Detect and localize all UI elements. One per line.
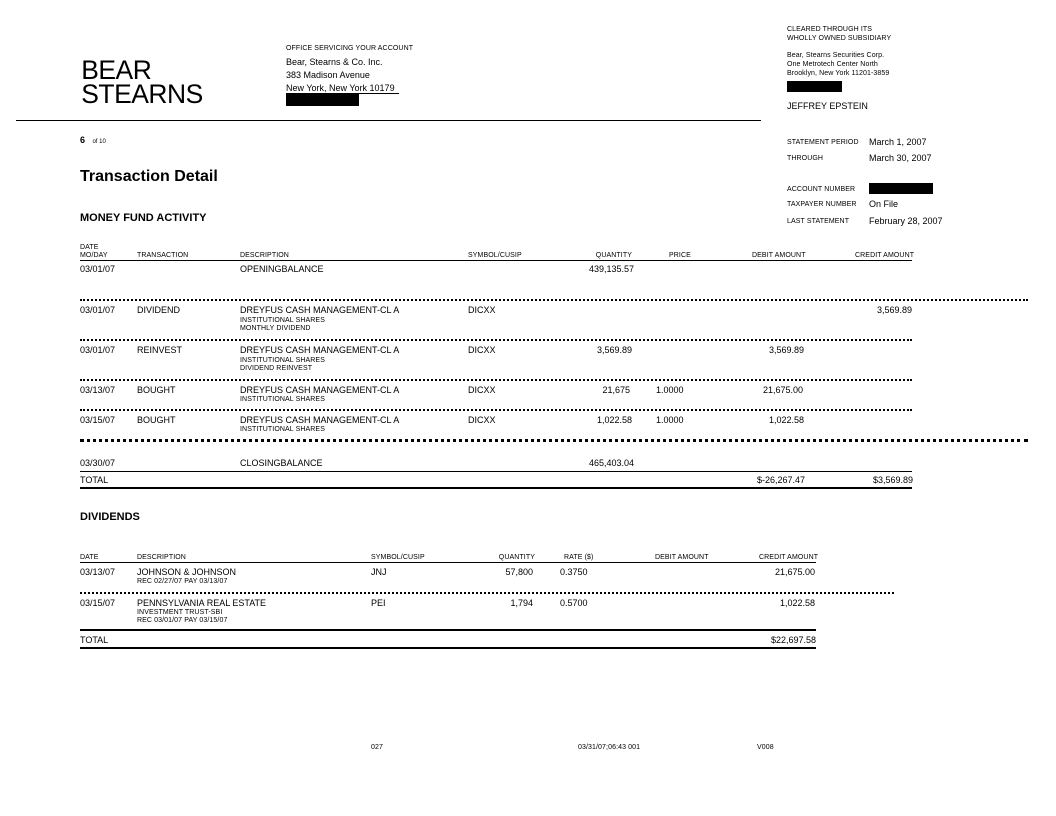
redaction-office	[286, 93, 359, 106]
mf-separator	[80, 439, 1028, 442]
mf-row-subline-1: INSTITUTIONAL SHARES	[240, 357, 325, 364]
mf-total-rule-top	[80, 471, 912, 472]
mf-row-subline-1: INSTITUTIONAL SHARES	[240, 317, 325, 324]
bear-stearns-logo	[81, 55, 203, 109]
last-statement-value: February 28, 2007	[869, 216, 943, 226]
mf-row-debit: 1,022.58	[768, 415, 804, 425]
dv-header-date: DATE	[80, 554, 99, 561]
mf-row-transaction: BOUGHT	[137, 415, 176, 425]
footer-code-1: 027	[371, 744, 383, 751]
dv-header-debit: DEBIT AMOUNT	[655, 554, 709, 561]
page-of-total: of 10	[92, 139, 106, 145]
dv-header-rate: RATE ($)	[564, 554, 594, 561]
office-street: 383 Madison Avenue	[286, 70, 370, 80]
footer-code-2: V008	[757, 744, 774, 751]
mf-total-label: TOTAL	[80, 475, 109, 485]
dv-separator	[80, 592, 894, 594]
mf-row-description: DREYFUS CASH MANAGEMENT-CL A	[240, 385, 400, 395]
mf-separator	[80, 339, 912, 341]
mf-row-transaction: REINVEST	[137, 345, 183, 355]
dv-row-subline-1: REC 02/27/07 PAY 03/13/07	[137, 578, 228, 585]
mf-row-date: 03/01/07	[80, 345, 116, 355]
office-city: New York, New York 10179	[286, 83, 395, 93]
taxpayer-label: TAXPAYER NUMBER	[787, 201, 857, 208]
mf-header-price: PRICE	[669, 252, 691, 259]
page-current: 6	[80, 135, 86, 145]
mf-header-rule	[80, 260, 912, 261]
mf-row-quantity: 3,569.89	[596, 345, 632, 355]
dv-header-quantity: QUANTITY	[498, 554, 535, 561]
mf-row-symbol: DICXX	[468, 345, 496, 355]
mf-row-symbol: DICXX	[468, 385, 496, 395]
mf-row-debit: 3,569.89	[768, 345, 804, 355]
account-number-label: ACCOUNT NUMBER	[787, 186, 856, 193]
mf-header-transaction: TRANSACTION	[137, 252, 189, 259]
dv-total-label: TOTAL	[80, 635, 109, 645]
mf-separator	[80, 409, 912, 411]
dv-row-credit: 1,022.58	[779, 598, 815, 608]
dv-total-credit: $22,697.58	[770, 635, 816, 645]
taxpayer-value: On File	[869, 199, 899, 209]
clearing-line-1: CLEARED THROUGH ITS	[787, 26, 873, 33]
header-rule	[16, 120, 761, 121]
dividends-heading: DIVIDENDS	[80, 511, 140, 523]
mf-row-subline-2: DIVIDEND REINVEST	[240, 365, 313, 372]
dv-row-credit: 21,675.00	[774, 567, 815, 577]
footer-timestamp: 03/31/07;06:43 001	[578, 744, 641, 751]
clearing-street: One Metrotech Center North	[787, 61, 878, 68]
logo-line-2: STEARNS	[81, 79, 203, 109]
mf-row-date: 03/13/07	[80, 385, 116, 395]
dv-row-rate: 0.5700	[560, 598, 588, 608]
office-name: Bear, Stearns & Co. Inc.	[286, 57, 383, 67]
mf-closing-quantity: 465,403.04	[588, 458, 634, 468]
client-name: JEFFREY EPSTEIN	[787, 101, 868, 111]
page-counter	[80, 130, 106, 148]
dv-total-rule-top	[80, 629, 816, 631]
mf-header-credit: CREDIT AMOUNT	[855, 252, 915, 259]
mf-row-subline-2: MONTHLY DIVIDEND	[240, 325, 311, 332]
dv-row-date: 03/15/07	[80, 598, 116, 608]
statement-period-value: March 1, 2007	[869, 137, 927, 147]
dv-row-date: 03/13/07	[80, 567, 116, 577]
dv-row-subline-2: REC 03/01/07 PAY 03/15/07	[137, 617, 228, 624]
mf-row-date: 03/15/07	[80, 415, 116, 425]
mf-total-credit: $3,569.89	[872, 475, 913, 485]
mf-header-description: DESCRIPTION	[240, 252, 289, 259]
money-fund-heading: MONEY FUND ACTIVITY	[80, 212, 207, 224]
through-label: THROUGH	[787, 155, 824, 162]
mf-header-debit: DEBIT AMOUNT	[752, 252, 806, 259]
mf-row-transaction: DIVIDEND	[137, 305, 181, 315]
redaction-clearing	[787, 81, 842, 92]
mf-row-subline-1: INSTITUTIONAL SHARES	[240, 426, 325, 433]
dv-row-rate: 0.3750	[560, 567, 588, 577]
office-label: OFFICE SERVICING YOUR ACCOUNT	[286, 45, 414, 52]
clearing-name: Bear, Stearns Securities Corp.	[787, 52, 885, 59]
mf-header-quantity: QUANTITY	[595, 252, 632, 259]
dv-header-symbol: SYMBOL/CUSIP	[371, 554, 425, 561]
mf-opening-quantity: 439,135.57	[588, 264, 634, 274]
mf-total-debit: $-26,267.47	[756, 475, 805, 485]
redaction-account-number	[869, 183, 933, 194]
mf-row-debit: 21,675.00	[762, 385, 803, 395]
mf-header-date-top: DATE	[80, 244, 99, 251]
dv-header-rule	[80, 562, 816, 563]
mf-row-description: DREYFUS CASH MANAGEMENT-CL A	[240, 305, 400, 315]
mf-row-description: DREYFUS CASH MANAGEMENT-CL A	[240, 415, 400, 425]
dv-row-quantity: 57,800	[505, 567, 533, 577]
mf-row-symbol: DICXX	[468, 415, 496, 425]
clearing-city: Brooklyn, New York 11201-3859	[787, 70, 890, 77]
logo-line-1: BEAR	[81, 55, 152, 85]
dv-total-rule-bottom	[80, 647, 816, 649]
mf-row-quantity: 21,675	[602, 385, 630, 395]
mf-row-transaction: BOUGHT	[137, 385, 176, 395]
through-value: March 30, 2007	[869, 153, 932, 163]
mf-separator	[80, 379, 912, 381]
mf-row-credit: 3,569.89	[876, 305, 912, 315]
statement-period-label: STATEMENT PERIOD	[787, 139, 859, 146]
mf-total-rule-bottom	[80, 487, 912, 489]
mf-header-symbol: SYMBOL/CUSIP	[468, 252, 522, 259]
dv-header-description: DESCRIPTION	[137, 554, 186, 561]
mf-opening-description: OPENINGBALANCE	[240, 264, 324, 274]
mf-row-symbol: DICXX	[468, 305, 496, 315]
dv-row-symbol: PEI	[371, 598, 386, 608]
mf-closing-date: 03/30/07	[80, 458, 116, 468]
mf-row-description: DREYFUS CASH MANAGEMENT-CL A	[240, 345, 400, 355]
mf-closing-description: CLOSINGBALANCE	[240, 458, 323, 468]
dv-header-credit: CREDIT AMOUNT	[759, 554, 819, 561]
mf-opening-date: 03/01/07	[80, 264, 116, 274]
dv-row-description: PENNSYLVANIA REAL ESTATE	[137, 598, 267, 608]
mf-header-date: MO/DAY	[80, 252, 108, 259]
dv-row-symbol: JNJ	[371, 567, 387, 577]
mf-row-date: 03/01/07	[80, 305, 116, 315]
dv-row-description: JOHNSON & JOHNSON	[137, 567, 237, 577]
mf-row-price: 1.0000	[656, 415, 684, 425]
mf-row-quantity: 1,022.58	[596, 415, 632, 425]
mf-row-subline-1: INSTITUTIONAL SHARES	[240, 396, 325, 403]
clearing-line-2: WHOLLY OWNED SUBSIDIARY	[787, 35, 892, 42]
page-title: Transaction Detail	[80, 168, 218, 185]
mf-separator	[80, 299, 1028, 301]
dv-row-quantity: 1,794	[510, 598, 533, 608]
dv-row-subline-1: INVESTMENT TRUST-SBI	[137, 609, 223, 616]
mf-row-price: 1.0000	[656, 385, 684, 395]
last-statement-label: LAST STATEMENT	[787, 218, 850, 225]
